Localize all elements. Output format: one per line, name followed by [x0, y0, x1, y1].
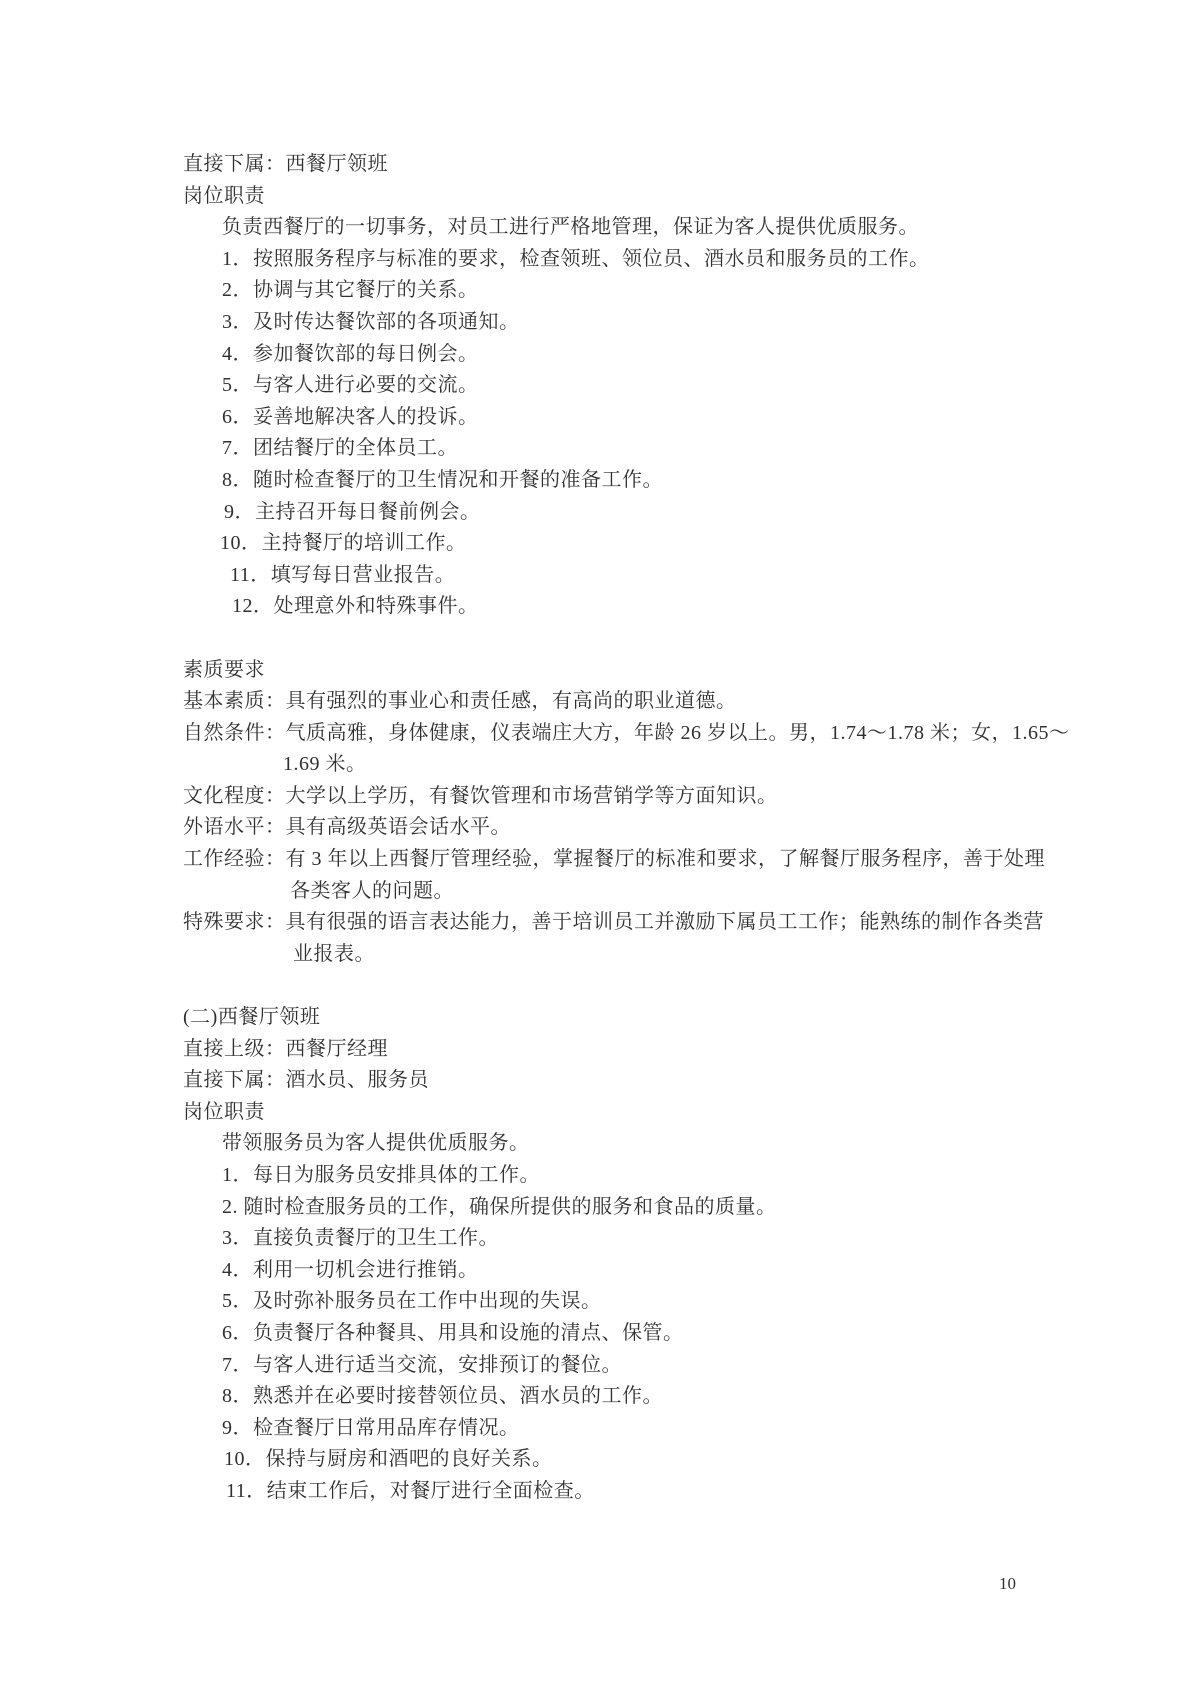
- text-line: 4．利用一切机会进行推销。: [222, 1258, 479, 1281]
- text-line: 3．及时传达餐饮部的各项通知。: [222, 310, 520, 333]
- text-line: 11．填写每日营业报告。: [230, 563, 456, 586]
- text-line: 基本素质：具有强烈的事业心和责任感，有高尚的职业道德。: [183, 690, 737, 713]
- text-line: 11．结束工作后，对餐厅进行全面检查。: [226, 1479, 595, 1502]
- text-line: 特殊要求：具有很强的语言表达能力，善于培训员工并激励下属员工工作；能熟练的制作各类营: [183, 911, 1044, 934]
- text-line: 直接下属：酒水员、服务员: [183, 1069, 429, 1092]
- text-line: 直接上级：西餐厅经理: [183, 1037, 388, 1060]
- text-line: 9．主持召开每日餐前例会。: [224, 500, 481, 523]
- text-line: 9．检查餐厅日常用品库存情况。: [222, 1416, 520, 1439]
- text-line: 素质要求: [183, 658, 265, 681]
- text-line: 5．及时弥补服务员在工作中出现的失误。: [222, 1290, 602, 1313]
- blank-line: [183, 623, 1063, 655]
- text-line: 自然条件：气质高雅，身体健康，仪表端庄大方，年龄 26 岁以上。男，1.74～1.78 米；女，1.65～: [183, 721, 1070, 744]
- text-line: 10．主持餐厅的培训工作。: [220, 532, 467, 555]
- page-number: 10: [999, 1574, 1016, 1593]
- blank-line: [183, 970, 1063, 1002]
- text-line: 12．处理意外和特殊事件。: [232, 595, 479, 618]
- text-line: 岗位职责: [183, 184, 265, 207]
- text-line: 各类客人的问题。: [290, 879, 454, 902]
- text-line: 业报表。: [293, 942, 375, 965]
- text-line: 岗位职责: [183, 1100, 265, 1123]
- text-line: 2. 随时检查服务员的工作，确保所提供的服务和食品的质量。: [222, 1195, 777, 1218]
- text-line: 5．与客人进行必要的交流。: [222, 374, 479, 397]
- text-line: 6．负责餐厅各种餐具、用具和设施的清点、保管。: [222, 1321, 684, 1344]
- text-line: 3．直接负责餐厅的卫生工作。: [222, 1227, 499, 1250]
- text-line: 带领服务员为客人提供优质服务。: [222, 1132, 530, 1155]
- text-line: 7．与客人进行适当交流，安排预订的餐位。: [222, 1353, 622, 1376]
- text-line: 直接下属：西餐厅领班: [183, 153, 388, 175]
- text-line: 工作经验：有 3 年以上西餐厅管理经验，掌握餐厅的标准和要求，了解餐厅服务程序，善于处理: [183, 848, 1045, 871]
- text-line: 1.69 米。: [283, 753, 367, 776]
- text-line: 6．妥善地解决客人的投诉。: [222, 405, 479, 428]
- text-line: 1．按照服务程序与标准的要求，检查领班、领位员、酒水员和服务员的工作。: [222, 247, 930, 270]
- text-line: 8．随时检查餐厅的卫生情况和开餐的准备工作。: [222, 468, 663, 491]
- text-line: 10．保持与厨房和酒吧的良好关系。: [224, 1448, 553, 1471]
- document-content: [183, 149, 1070, 1508]
- text-line: 2．协调与其它餐厅的关系。: [222, 279, 479, 302]
- text-line: 负责西餐厅的一切事务，对员工进行严格地管理，保证为客人提供优质服务。: [222, 216, 919, 239]
- text-line: 文化程度：大学以上学历，有餐饮管理和市场营销学等方面知识。: [183, 784, 778, 807]
- text-line: 外语水平：具有高级英语会话水平。: [183, 816, 511, 839]
- text-line: 4．参加餐饮部的每日例会。: [222, 342, 479, 365]
- text-line: 8．熟悉并在必要时接替领位员、酒水员的工作。: [222, 1385, 663, 1408]
- text-line: 7．团结餐厅的全体员工。: [222, 437, 458, 460]
- text-line: 1．每日为服务员安排具体的工作。: [222, 1164, 540, 1186]
- text-line: (二)西餐厅领班: [183, 1006, 321, 1029]
